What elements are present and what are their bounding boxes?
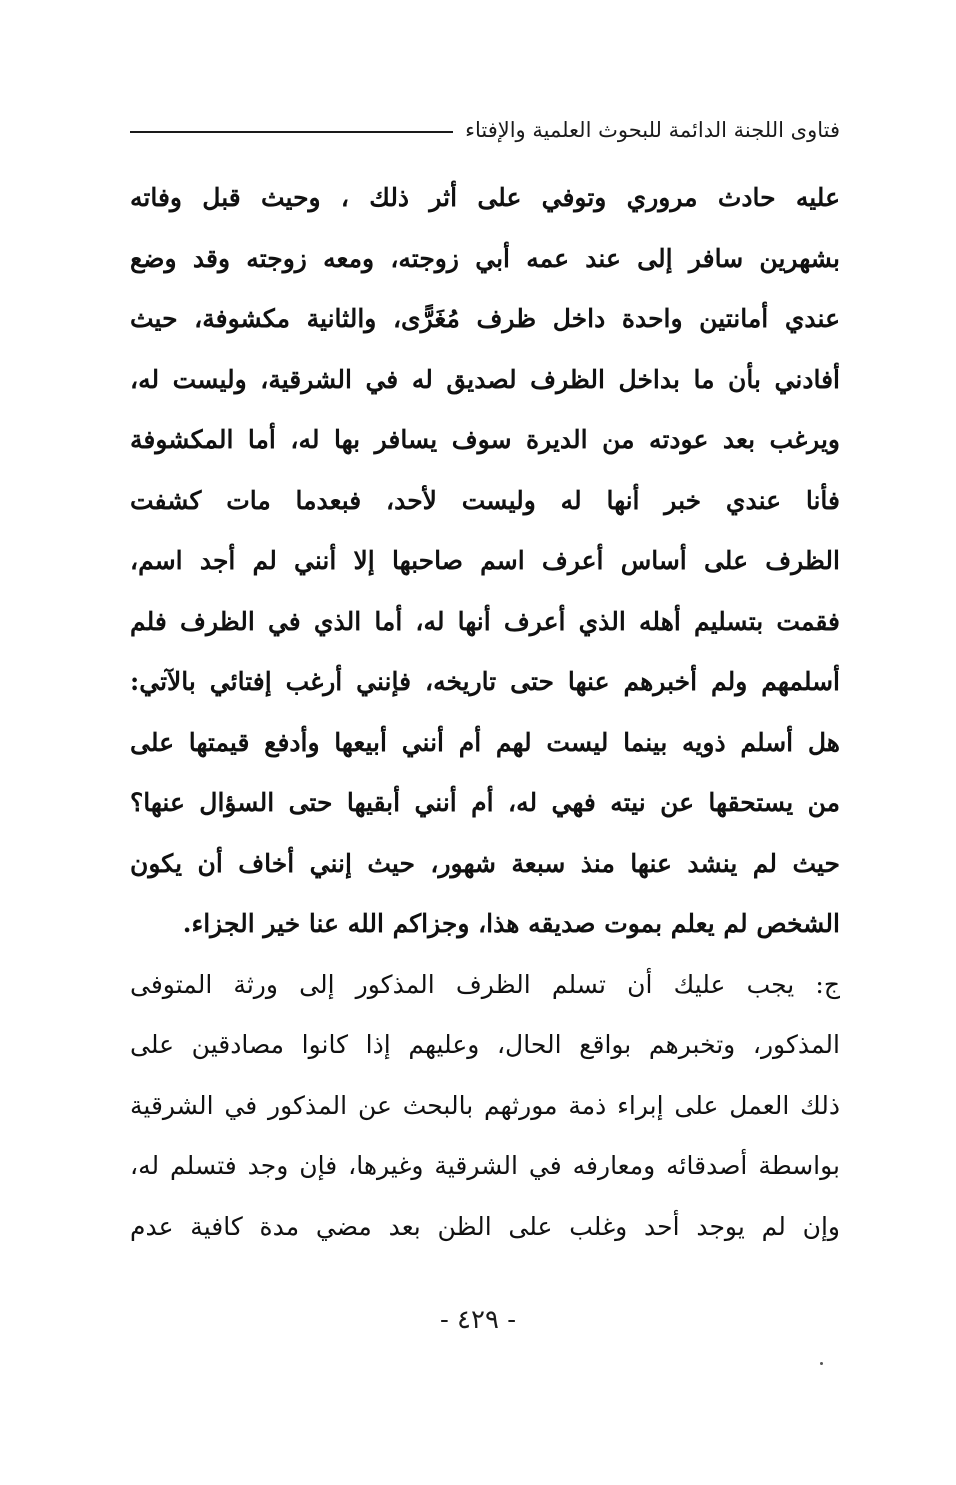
question-line: عليه حادث مروري وتوفي على أثر ذلك ، وحيث قبل وفاته <box>130 183 840 212</box>
answer-line: بواسطة أصدقائه ومعارفه في الشرقية وغيرها، فإن وجد فتسلم له، <box>130 1151 840 1180</box>
question-line: فقمت بتسليم أهله الذي أعرف أنها له، أما الذي في الظرف فلم <box>130 606 840 636</box>
question-line: بشهرين سافر إلى عند عمه أبي زوجته، ومعه زوجته وقد وضع <box>130 243 840 273</box>
question-line: أسلمهم ولم أخبرهم عنها حتى تاريخه، فإنني أرغب إفتائي بالآتي: <box>130 667 840 696</box>
answer-line: ذلك العمل على إبراء ذمة مورثهم بالبحث عن المذكور في الشرقية <box>130 1090 840 1120</box>
question-line: من يستحقها عن نيته فهي له، أم أنني أبقيها حتى السؤال عنها؟ <box>130 788 840 817</box>
scan-speck <box>820 1362 823 1365</box>
question-line: الشخص لم يعلم بموت صديقه هذا، وجزاكم الله عنا خير الجزاء. <box>182 909 840 938</box>
header-rule <box>130 131 453 133</box>
answer-line: المذكور، وتخبرهم بواقع الحال، وعليهم إذا كانوا مصادقين على <box>130 1030 840 1059</box>
question-line: عندي أمانتين واحدة داخل ظرف مُغَرًّى، والثانية مكشوفة، حيث <box>130 304 840 333</box>
question-line: حيث لم ينشد عنها منذ سبعة شهور، حيث إنني أخاف أن يكون <box>130 848 840 878</box>
page-number: - ٤٢٩ - <box>439 1305 517 1335</box>
question-line: هل أسلم ذويه بينما ليست لهم أم أنني أبيعها وأدفع قيمتها على <box>130 727 840 757</box>
question-line: ويرغب بعد عودته من الديرة سوف يسافر بها له، أما المكشوفة <box>130 425 840 454</box>
fatwa-text <box>130 168 840 1257</box>
header-title: فتاوى اللجنة الدائمة للبحوث العلمية والإفتاء <box>465 118 840 142</box>
answer-line: ج: يجب عليك أن تسلم الظرف المذكور إلى ورثة المتوفى <box>130 969 840 999</box>
question-line: أفادني بأن ما بداخل الظرف لصديق له في الشرقية، وليست له، <box>130 364 840 394</box>
running-header <box>130 112 840 148</box>
answer-line: وإن لم يوجد أحد وغلب على الظن بعد مضي مدة كافية عدم <box>130 1211 840 1241</box>
question-line: فأنا عندي خبر أنها له وليست لأحد، فبعدما مات كشفت <box>130 485 840 515</box>
question-line: الظرف على أساس أعرف اسم صاحبها إلا أنني لم أجد اسم، <box>130 546 840 575</box>
